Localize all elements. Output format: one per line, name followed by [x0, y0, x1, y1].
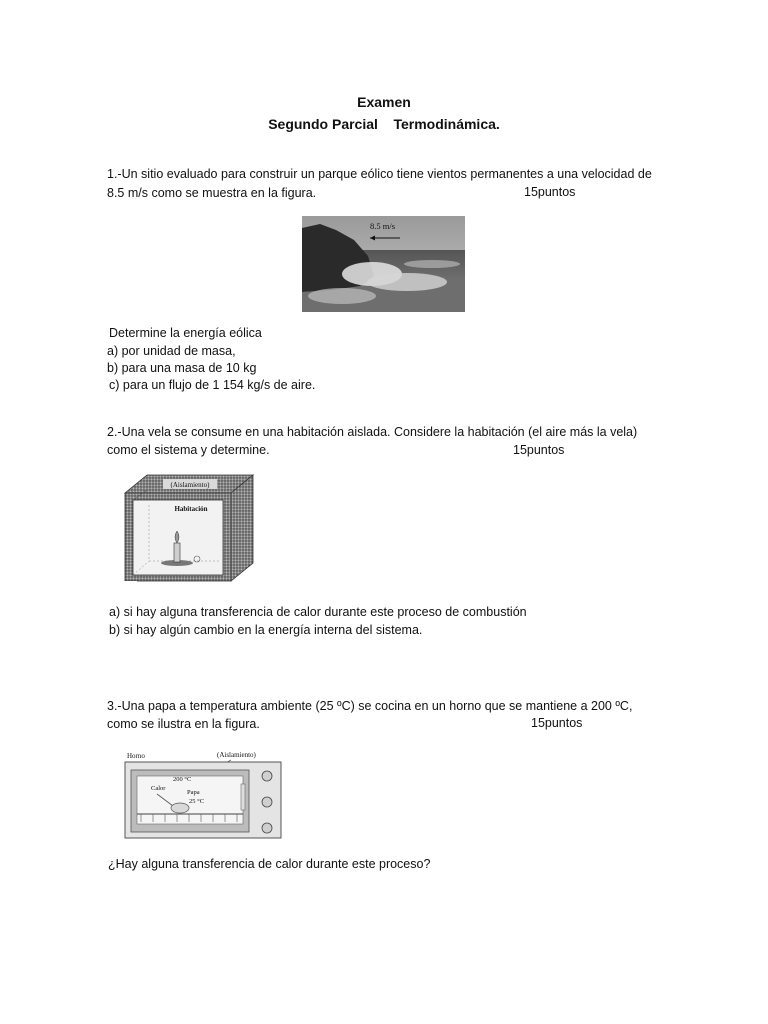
wind-site-photo [302, 216, 465, 312]
oven-knob-icon [262, 771, 272, 781]
q1-part-a: a) por unidad de masa, [107, 344, 236, 358]
q1-text-line1: 1.-Un sitio evaluado para construir un parque eólico tiene vientos permanentes a una velocidad de [107, 167, 652, 181]
potato-temperature-label: 25 °C [189, 798, 205, 805]
potato-label: Papa [187, 789, 200, 796]
exam-subtitle: Segundo Parcial Termodinámica. [268, 116, 500, 132]
potato-icon [171, 803, 189, 813]
exam-title: Examen [357, 94, 411, 110]
q1-prompt: Determine la energía eólica [109, 326, 262, 340]
oven-figure [113, 748, 283, 840]
q2-text-line1: 2.-Una vela se consume en una habitación aislada. Considere la habitación (el aire más la vela) [107, 425, 638, 439]
q1-part-c: c) para un flujo de 1 154 kg/s de aire. [109, 378, 316, 392]
q1-part-b: b) para una masa de 10 kg [107, 361, 257, 375]
room-insulation-label: (Aislamiento) [170, 481, 210, 489]
oven-temperature-label: 200 °C [173, 776, 192, 783]
q3-question: ¿Hay alguna transferencia de calor durante este proceso? [108, 857, 431, 871]
q2-points: 15puntos [513, 443, 565, 457]
oven-label: Horno [127, 752, 145, 760]
q2-text-line2: como el sistema y determine. [107, 443, 270, 457]
insulated-room-figure [119, 471, 257, 588]
oven-insulation-label: (Aislamiento) [217, 751, 256, 759]
q3-points: 15puntos [531, 716, 583, 730]
heat-label: Calor [151, 785, 166, 792]
q1-text-line2: 8.5 m/s como se muestra en la figura. [107, 186, 317, 200]
oven-knob-icon [262, 797, 272, 807]
q3-text-line1: 3.-Una papa a temperatura ambiente (25 ºC) se cocina en un horno que se mantiene a 200 ºC, [107, 699, 633, 713]
wind-speed-label: 8.5 m/s [370, 221, 396, 231]
q2-part-b: b) si hay algún cambio en la energía interna del sistema. [109, 623, 423, 637]
q3-text-line2: como se ilustra en la figura. [107, 717, 260, 731]
q1-points: 15puntos [524, 185, 576, 199]
room-label: Habitación [174, 505, 208, 513]
oven-knob-icon [262, 823, 272, 833]
q2-part-a: a) si hay alguna transferencia de calor durante este proceso de combustión [109, 605, 527, 619]
